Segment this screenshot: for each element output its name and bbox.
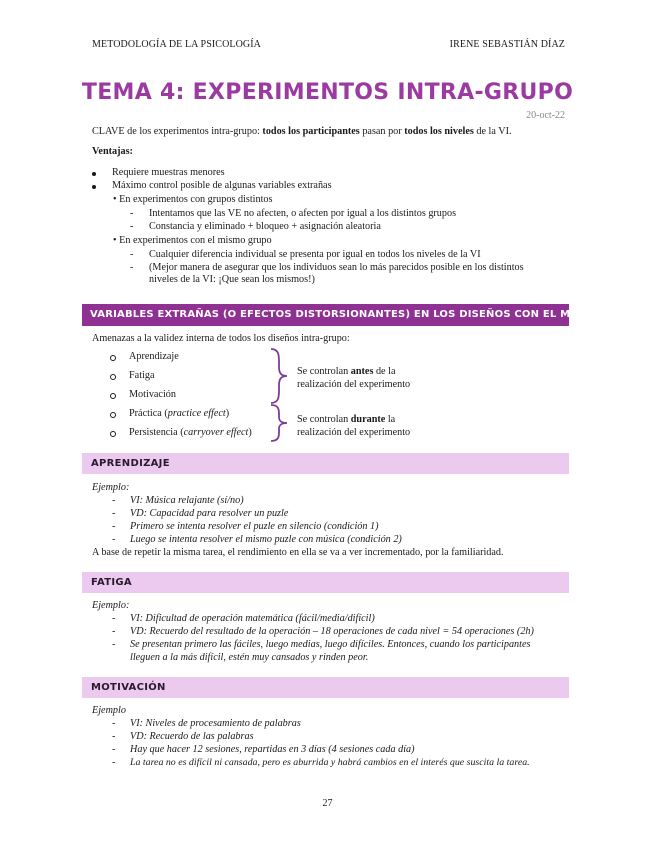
section-heading-aprendizaje: APRENDIZAJE (82, 453, 569, 474)
section-heading-variables: VARIABLES EXTRAÑAS (O EFECTOS DISTORSIONANTES) EN LOS DISEÑOS CON EL MISMO GRUPO (82, 304, 569, 326)
sub-bullet: • En experimentos con grupos distintos (113, 194, 273, 205)
control-during-line1: Se controlan durante la (297, 414, 396, 425)
threat-item: Aprendizaje (129, 351, 179, 362)
threat-item: Práctica (practice effect) (129, 408, 230, 419)
example-item: Se presentan primero las fáciles, luego medias, luego difíciles. Entonces, cuando los participantes (130, 639, 531, 650)
ventajas-heading: Ventajas: (92, 146, 133, 157)
ejemplo-label: Ejemplo: (92, 482, 130, 493)
control-before-line1: Se controlan antes de la (297, 366, 396, 377)
example-item: VI: Música relajante (sí/no) (130, 495, 244, 506)
header-course: METODOLOGÍA DE LA PSICOLOGÍA (92, 39, 262, 50)
clave-paragraph (92, 126, 512, 139)
dash-item: - (112, 757, 116, 768)
dash-item: - (130, 208, 134, 219)
circle-bullet-icon (110, 412, 116, 418)
header-author: IRENE SEBASTIÁN DÍAZ (449, 39, 565, 50)
example-item: Luego se intenta resolver el mismo puzle con música (condición 2) (130, 534, 402, 545)
dash-item: - (112, 534, 116, 545)
dash-item: - (112, 639, 116, 650)
dash-item: - (112, 718, 116, 729)
brace-icon (268, 347, 290, 405)
dash-item: - (112, 731, 116, 742)
circle-bullet-icon (110, 374, 116, 380)
clave-text-3: de la VI. (473, 126, 512, 137)
example-item: VD: Recuerdo de las palabras (130, 731, 254, 742)
ejemplo-label: Ejemplo: (92, 600, 130, 611)
ejemplo-label: Ejemplo (92, 705, 126, 716)
example-item: La tarea no es difícil ni cansada, pero es aburrida y habrá cambios en el interés que suscita la tarea. (130, 757, 530, 768)
page-number: 27 (322, 798, 333, 809)
clave-bold-2: todos los niveles (404, 126, 474, 137)
date: 20-oct-22 (526, 110, 565, 121)
example-item: Hay que hacer 12 sesiones, repartidas en 3 días (4 sesiones cada día) (130, 744, 415, 755)
example-item: VD: Recuerdo del resultado de la operación – 18 operaciones de cada nivel = 54 operaciones (2h) (130, 626, 534, 637)
dash-item: - (112, 508, 116, 519)
threat-item: Fatiga (129, 370, 155, 381)
ventaja-detail: Intentamos que las VE no afecten, o afecten por igual a los distintos grupos (149, 208, 457, 219)
ventaja-item: Requiere muestras menores (112, 167, 225, 178)
sub-bullet-text: En experimentos con el mismo grupo (119, 235, 272, 246)
sub-bullet-text: En experimentos con grupos distintos (119, 194, 273, 205)
clave-bold-1: todos los participantes (262, 126, 360, 137)
control-during-line2: realización del experimento (297, 427, 411, 438)
aprendizaje-conclusion: A base de repetir la misma tarea, el rendimiento en ella se va a ver incrementado, por la familiaridad. (92, 547, 504, 558)
threat-item: Persistencia (carryover effect) (129, 427, 252, 438)
dash-item: - (112, 613, 116, 624)
sub-bullet: • En experimentos con el mismo grupo (113, 235, 272, 246)
ventaja-detail: Cualquier diferencia individual se presenta por igual en todos los niveles de la VI (149, 249, 481, 260)
dash-item: - (112, 495, 116, 506)
dash-item: - (130, 221, 134, 232)
ventaja-detail: Constancia y eliminado + bloqueo + asignación aleatoria (149, 221, 381, 232)
ventaja-detail: niveles de la VI: ¡Que sean los mismos!) (149, 274, 315, 285)
section-heading-fatiga: FATIGA (82, 572, 569, 593)
ventaja-item: Máximo control posible de algunas variables extrañas (112, 180, 332, 191)
page-title: TEMA 4: EXPERIMENTOS INTRA-GRUPO (81, 80, 574, 105)
dash-item: - (130, 262, 134, 273)
example-item: VI: Niveles de procesamiento de palabras (130, 718, 301, 729)
clave-text-1: CLAVE de los experimentos intra-grupo: (92, 126, 263, 137)
threat-item: Motivación (129, 389, 176, 400)
dash-item: - (112, 626, 116, 637)
circle-bullet-icon (110, 393, 116, 399)
dash-item: - (112, 521, 116, 532)
ventaja-detail: (Mejor manera de asegurar que los individuos sean lo más parecidos posible en los distintos (149, 262, 524, 273)
example-item-continuation: lleguen a la más difícil, estén muy cansados y rinden peor. (130, 652, 369, 663)
brace-icon (268, 403, 290, 443)
dash-item: - (130, 249, 134, 260)
threats-intro: Amenazas a la validez interna de todos los diseños intra-grupo: (92, 333, 350, 344)
section-heading-motivacion: MOTIVACIÓN (82, 677, 569, 698)
circle-bullet-icon (110, 355, 116, 361)
control-before-line2: realización del experimento (297, 379, 411, 390)
bullet-icon (92, 172, 96, 176)
example-item: Primero se intenta resolver el puzle en silencio (condición 1) (130, 521, 379, 532)
example-item: VI: Dificultad de operación matemática (fácil/media/difícil) (130, 613, 375, 624)
circle-bullet-icon (110, 431, 116, 437)
clave-text-2: pasan por (359, 126, 405, 137)
dash-item: - (112, 744, 116, 755)
example-item: VD: Capacidad para resolver un puzle (130, 508, 289, 519)
bullet-icon (92, 185, 96, 189)
